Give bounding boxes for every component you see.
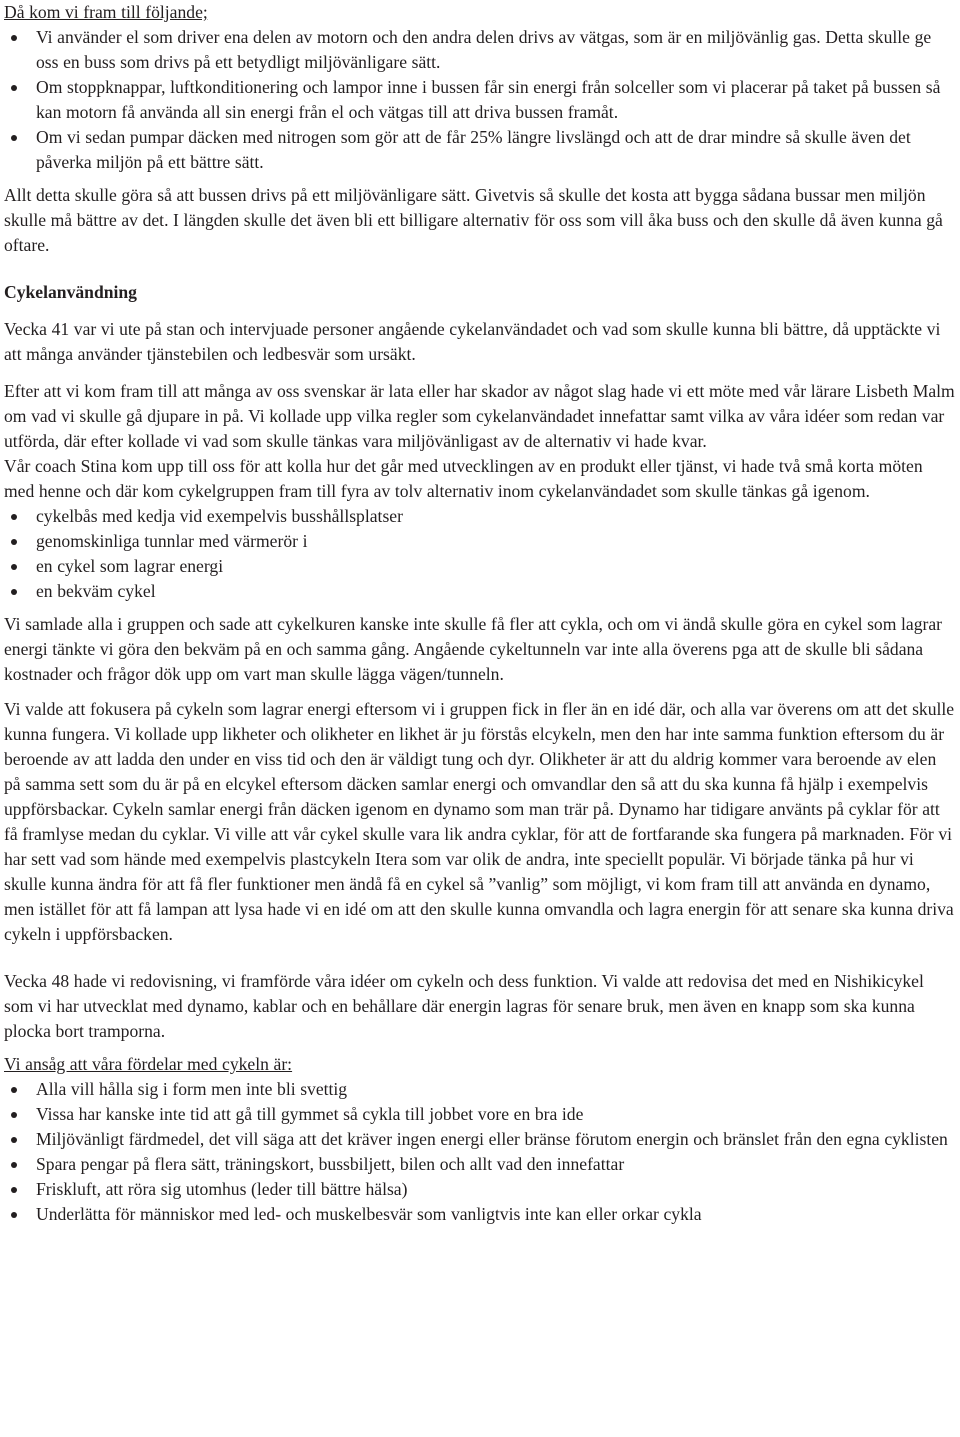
alternatives-list <box>4 504 956 604</box>
paragraph: Vi valde att fokusera på cykeln som lagrar energi eftersom vi i gruppen fick in fler än en idé där, och alla var överens om att det skulle kunna fungera. Vi kollade upp likheter och olikheter en likhet är ju förstås elcykeln, men den har inte samma funktion eftersom du är beroende av att ladda den under en viss tid och den är väldigt tung och dyr. Olikheter är att du aldrig kommer vara beroende av elen på samma sett som du är på en elcykel eftersom däcken samlar energi och omvandlar den så att du ska kunna få hjälp i exempelvis uppförsbackar. Cykeln samlar energi från däcken igenom en dynamo som man trär på. Dynamo har tidigare använts på cyklar för att få framlyse medan du cyklar. Vi ville att vår cykel skulle vara lik andra cyklar, för att de fortfarande ska fungera på marknaden. För vi har sett vad som hände med exempelvis plastcykeln Itera som var olik de andra, inte speciellt populär. Vi började tänka på hur vi skulle kunna ändra för att få fler funktioner men ändå få en cykel så ”vanlig” som möjligt, vi kom fram till att använda en dynamo, men istället för att få lampan att lysa hade vi en idé om att den skulle kunna omvandla och lagra energin för att senare ska kunna driva cykeln i uppförsbacken. <box>4 699 955 944</box>
paragraph: Vår coach Stina kom upp till oss för att kolla hur det går med utvecklingen av en produkt eller tjänst, vi hade två små korta möten med henne och där kom cykelgruppen fram till fyra av tolv alternativ inom cykelanvändadet som skulle tänkas gå igenom. <box>4 456 923 501</box>
list-item: Om stoppknappar, luftkonditionering och lampor inne i bussen får sin energi från solceller som vi placerar på taket på bussen så kan motorn få använda all sin energi från el och vätgas till att driva bussen framåt. <box>4 75 956 125</box>
list-item: genomskinliga tunnlar med värmerör i <box>4 529 956 554</box>
document-page <box>4 0 956 1227</box>
list-item: Om vi sedan pumpar däcken med nitrogen som gör att de får 25% längre livslängd och att de drar mindre så skulle även det påverka miljön på ett bättre sätt. <box>4 125 956 175</box>
section-heading: Cykelanvändning <box>4 282 137 302</box>
bus-ideas-list <box>4 25 956 175</box>
list-item: Spara pengar på flera sätt, träningskort, bussbiljett, bilen och allt vad den innefattar <box>4 1152 956 1177</box>
advantages-intro: Vi ansåg att våra fördelar med cykeln är: <box>4 1054 293 1074</box>
intro-line: Då kom vi fram till följande; <box>4 2 208 22</box>
list-item: Friskluft, att röra sig utomhus (leder till bättre hälsa) <box>4 1177 956 1202</box>
paragraph: Vecka 41 var vi ute på stan och intervjuade personer angående cykelanvändadet och vad som skulle kunna bli bättre, då upptäckte vi att många använder tjänstebilen och ledbesvär som ursäkt. <box>4 319 941 364</box>
list-item: Underlätta för människor med led- och muskelbesvär som vanligtvis inte kan eller orkar cykla <box>4 1202 956 1227</box>
bus-conclusion-paragraph: Allt detta skulle göra så att bussen drivs på ett miljövänligare sätt. Givetvis så skulle det kosta att bygga sådana bussar men miljön skulle må bättre av det. I längden skulle det även bli ett billigare alternativ för oss som vill åka buss och den skulle då även kunna gå oftare. <box>4 185 943 255</box>
list-item: en cykel som lagrar energi <box>4 554 956 579</box>
paragraph: Vecka 48 hade vi redovisning, vi framförde våra idéer om cykeln och dess funktion. Vi valde att redovisa det med en Nishikicykel som vi har utvecklat med dynamo, kablar och en behållare där energin lagras för senare bruk, men även en knapp som ska kunna plocka bort tramporna. <box>4 971 924 1041</box>
list-item: en bekväm cykel <box>4 579 956 604</box>
paragraph: Efter att vi kom fram till att många av oss svenskar är lata eller har skador av något slag hade vi ett möte med vår lärare Lisbeth Malm om vad vi skulle gå djupare in på. Vi kollade upp vilka regler som cykelanvändadet innefattar samt vilka av våra idéer som redan var utförda, där efter kollade vi vad som skulle tänkas vara miljövänligast av de alternativ vi hade kvar. <box>4 381 955 451</box>
paragraph: Vi samlade alla i gruppen och sade att cykelkuren kanske inte skulle få fler att cykla, och om vi ändå skulle göra en cykel som lagrar energi tänkte vi göra den bekväm på en och samma gång. Angående cykeltunneln var inte alla överens pga att de skulle bli sådana kostnader och frågor dök upp om vart man skulle lägga vägen/tunneln. <box>4 614 943 684</box>
list-item: Miljövänligt färdmedel, det vill säga att det kräver ingen energi eller bränse förutom energin och bränslet från den egna cyklisten <box>4 1127 956 1152</box>
list-item: cykelbås med kedja vid exempelvis busshållsplatser <box>4 504 956 529</box>
advantages-list <box>4 1077 956 1227</box>
list-item: Vissa har kanske inte tid att gå till gymmet så cykla till jobbet vore en bra ide <box>4 1102 956 1127</box>
list-item: Alla vill hålla sig i form men inte bli svettig <box>4 1077 956 1102</box>
list-item: Vi använder el som driver ena delen av motorn och den andra delen drivs av vätgas, som är en miljövänlig gas. Detta skulle ge oss en buss som drivs på ett betydligt miljövänligare sätt. <box>4 25 956 75</box>
